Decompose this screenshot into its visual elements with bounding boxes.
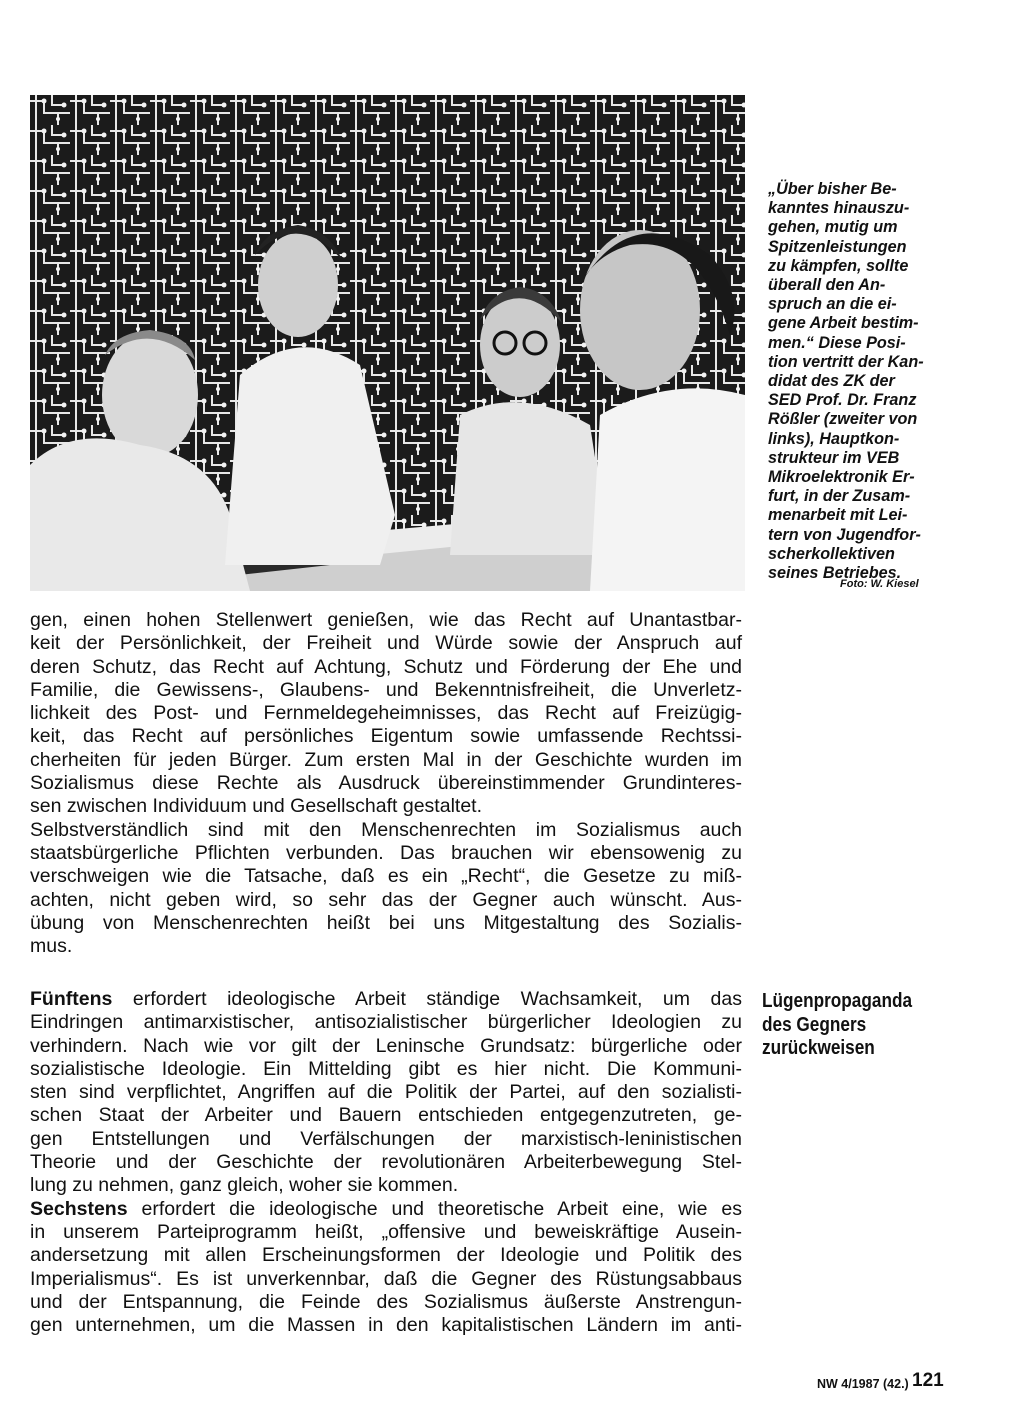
body-text-upper: [30, 609, 742, 958]
caption-line: zu kämpfen, sollte: [768, 256, 909, 275]
lead-word: Fünftens: [30, 988, 113, 1010]
publication-info: NW 4/1987 (42.): [817, 1377, 909, 1391]
page-number: 121: [912, 1370, 944, 1391]
body-line: Selbstverständlich sind mit den Menschenrechten im Sozialismus auch: [30, 818, 742, 841]
body-line: cherheiten für jeden Bürger. Zum ersten Mal in der Geschichte wurden im: [30, 748, 742, 771]
body-line: Eindringen antimarxistischer, antisozialistischer bürgerlicher Ideologien zu: [30, 1011, 742, 1034]
body-line: Sozialismus diese Rechte als Ausdruck übereinstimmender Grundinteres-: [30, 772, 742, 795]
photo-credit: Foto: W. Kiesel: [840, 578, 919, 590]
caption-line: tion vertritt der Kan-: [768, 352, 924, 371]
body-line: Imperialismus“. Es ist unverkennbar, daß die Gegner des Rüstungsabbaus: [30, 1267, 742, 1290]
caption-line: tern von Jugendfor-: [768, 525, 921, 544]
caption-line: Spitzenleistungen: [768, 237, 907, 256]
caption-line: Rößler (zweiter von: [768, 410, 918, 429]
body-line: sten sind verpflichtet, Angriffen auf die Politik der Partei, auf den sozialisti-: [30, 1081, 742, 1104]
body-line: verschweigen wie die Tatsache, daß es ein „Recht“, die Gesetze zu miß-: [30, 865, 742, 888]
caption-line: furt, in der Zusam-: [768, 487, 911, 506]
body-line: gen, einen hohen Stellenwert genießen, wie das Recht auf Unantastbar-: [30, 609, 742, 631]
body-line: andersetzung mit allen Erscheinungsformen der Ideologie und Politik des: [30, 1244, 742, 1267]
body-line: schen Staat der Arbeiter und Bauern entschieden entgegenzutreten, ge-: [30, 1104, 742, 1127]
body-line: gen unternehmen, um die Massen in den kapitalistischen Ländern im anti-: [30, 1314, 742, 1337]
side-heading-line: Lügenpropaganda: [762, 990, 913, 1012]
body-line-rest: erfordert ideologische Arbeit ständige Wachsamkeit, um das: [112, 988, 742, 1010]
side-heading: [762, 990, 934, 1061]
photo-caption: [768, 180, 968, 583]
body-line: lichkeit des Post- und Fernmeldegeheimnisses, das Recht auf Freizügig-: [30, 702, 742, 725]
body-line: staatsbürgerliche Pflichten verbunden. Das brauchen wir ebensowenig zu: [30, 841, 742, 864]
caption-line: „Über bisher Be-: [768, 180, 897, 198]
body-text-lower: [30, 988, 742, 1337]
body-line: sen zwischen Individuum und Gesellschaft gestaltet.: [30, 795, 482, 818]
caption-line: didat des ZK der: [768, 372, 895, 391]
caption-line: überall den An-: [768, 276, 886, 295]
body-line: lung zu nehmen, ganz gleich, woher sie kommen.: [30, 1174, 459, 1197]
lead-word: Sechstens: [30, 1197, 128, 1220]
caption-line: menarbeit mit Lei-: [768, 506, 908, 525]
side-heading-line: zurückweisen: [762, 1037, 875, 1059]
photo: [30, 95, 745, 591]
side-heading-line: des Gegners: [762, 1013, 867, 1036]
body-line: achten, nicht geben wird, so sehr das der Gegner auch wünscht. Aus-: [30, 888, 742, 911]
body-line: übung von Menschenrechten heißt bei uns Mitgestaltung des Sozialis-: [30, 911, 742, 934]
body-line: [30, 1198, 742, 1221]
caption-line: seines Betriebes.: [768, 564, 902, 583]
body-line: deren Schutz, das Recht auf Achtung, Schutz und Förderung der Ehe und: [30, 655, 742, 678]
body-line: Theorie und der Geschichte der revolutionären Arbeiterbewegung Stel-: [30, 1151, 742, 1174]
caption-line: spruch an die ei-: [768, 295, 897, 314]
photo-circuit-board-four-men-icon: [30, 95, 745, 591]
body-line: [30, 988, 742, 1011]
caption-line: scherkollektiven: [768, 544, 895, 563]
caption-line: gene Arbeit bestim-: [768, 314, 919, 333]
body-line: keit der Persönlichkeit, der Freiheit und Würde sowie der Anspruch auf: [30, 632, 742, 655]
body-line: verhindern. Nach wie vor gilt der Leninsche Grundsatz: bürgerliche oder: [30, 1034, 742, 1057]
body-line-rest: erfordert die ideologische und theoretische Arbeit eine, wie es: [127, 1197, 742, 1220]
body-line: mus.: [30, 935, 73, 958]
caption-line: gehen, mutig um: [768, 218, 898, 237]
body-line: sozialistische Ideologie. Ein Mittelding gibt es hier nicht. Die Kommuni-: [30, 1057, 742, 1080]
body-line: Familie, die Gewissens-, Glaubens- und Bekenntnisfreiheit, die Unverletz-: [30, 678, 742, 701]
caption-line: kanntes hinauszu-: [768, 199, 910, 218]
caption-line: links), Hauptkon-: [768, 429, 900, 448]
caption-line: men.“ Diese Posi-: [768, 333, 906, 352]
caption-line: strukteur im VEB: [768, 448, 900, 467]
body-line: gen Entstellungen und Verfälschungen der marxistisch-leninistischen: [30, 1127, 742, 1150]
caption-line: SED Prof. Dr. Franz: [768, 391, 917, 410]
body-line: und der Entspannung, die Feinde des Sozialismus äußerste Anstrengun-: [30, 1290, 742, 1313]
body-line: in unserem Parteiprogramm heißt, „offensive und beweiskräftige Ausein-: [30, 1220, 742, 1243]
body-line: keit, das Recht auf persönliches Eigentum sowie umfassende Rechtssi-: [30, 725, 742, 748]
caption-line: Mikroelektronik Er-: [768, 468, 915, 487]
